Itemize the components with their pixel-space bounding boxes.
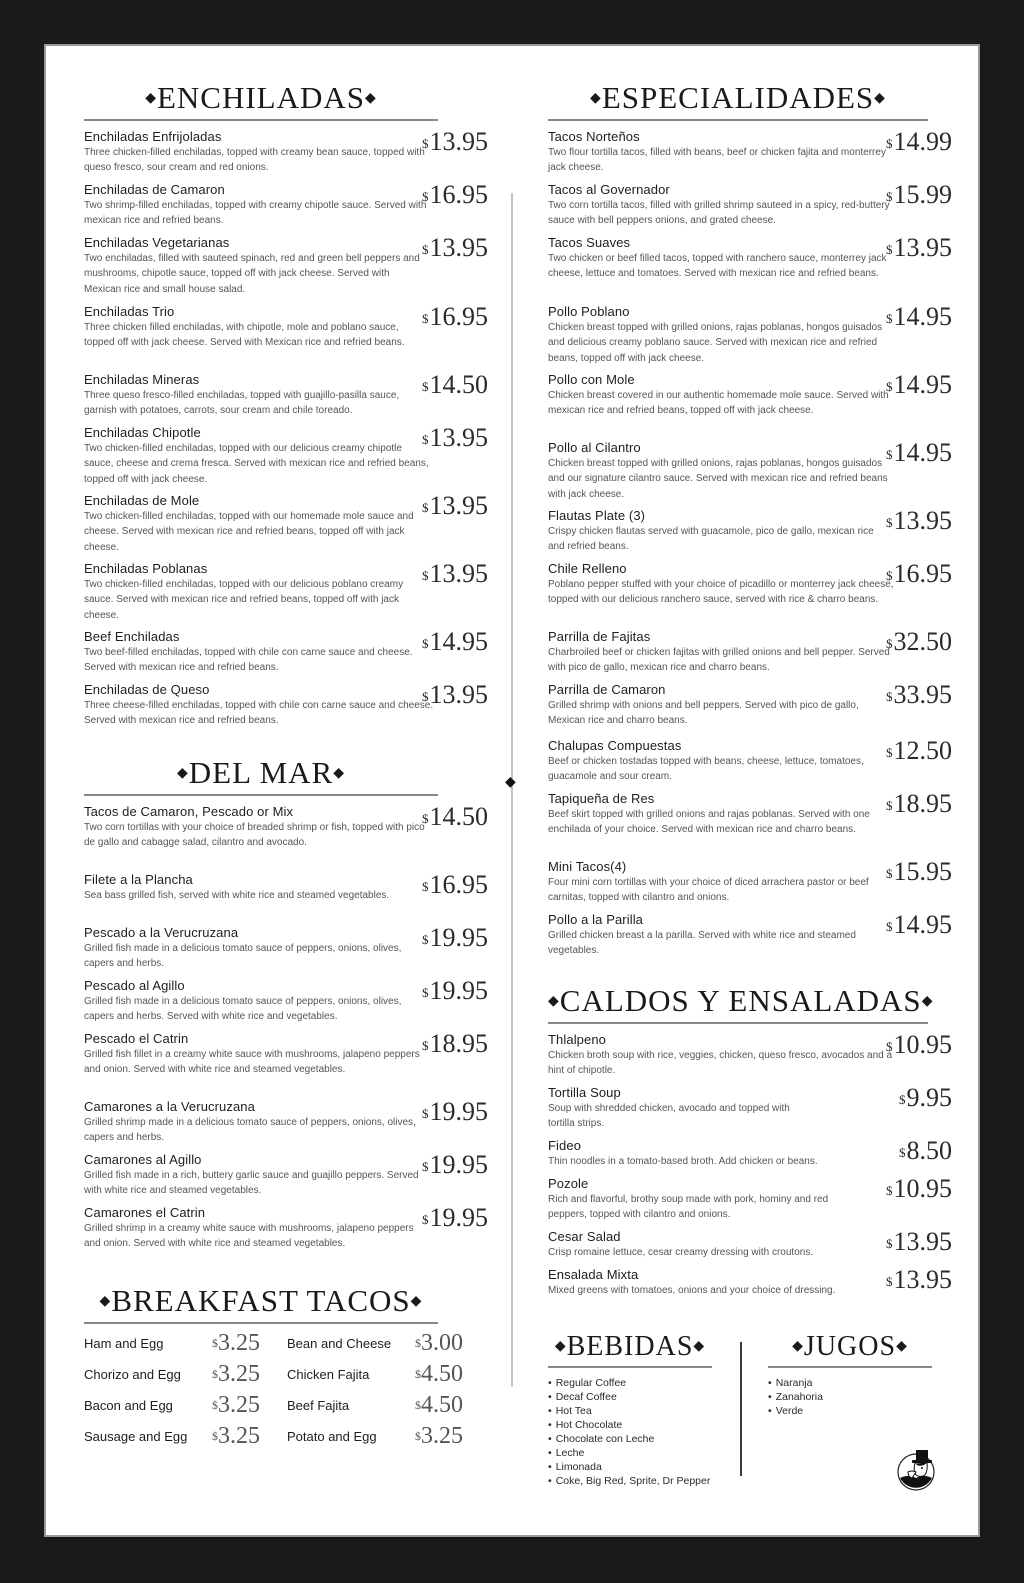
menu-item: Pescado a la Verucruzana Grilled fish made in a delicious tomato sauce of peppers, onions, olives, capers and herbs. $19.95 [84,923,488,970]
menu-item: Pollo Poblano Chicken breast topped with grilled onions, rajas poblanas, hongos guisados and delicious creamy poblano sauce. Served with mexican rice and refried beans, topped off with jack cheese. $14.95 [548,302,952,364]
menu-item: Thlalpeno Chicken broth soup with rice, veggies, chicken, queso fresco, avocados and a hint of chipotle. $10.95 [548,1030,952,1077]
drink-item: • Regular Coffee [548,1376,712,1390]
enchiladas-list [84,129,488,729]
item-price: $9.95 [899,1083,952,1112]
menu-item: Enchiladas Vegetarianas Two enchiladas, filled with sauteed spinach, red and green bell peppers and mushrooms, chipotle sauce, topped off with jack cheese. Served with Mexican rice and small house salad. $13.95 [84,233,488,295]
menu-item: Parrilla de Camaron Grilled shrimp with onions and bell peppers. Served with pico de gallo, Mexican rice and charro beans. $33.95 [548,680,952,727]
section-heading-jugos: ◆JUGOS◆ [768,1332,932,1368]
diamond-ornament-icon: ◆ [365,89,377,106]
taco-price: $3.25 [212,1392,260,1418]
item-price: $19.95 [422,923,488,952]
menu-item: Tacos de Camaron, Pescado or Mix Two corn tortillas with your choice of breaded shrimp or fish, topped with pico de gallo and cabagge salad, cilantro and avocado. $14.50 [84,802,488,849]
caldos-list [548,1032,952,1299]
item-price: $14.95 [886,910,952,939]
diamond-ornament-icon: ◆ [590,89,602,106]
section-heading-enchiladas: ◆ENCHILADAS◆ [84,82,438,121]
menu-item: Pollo a la Parilla Grilled chicken breast a la parilla. Served with white rice and steamed vegetables. $14.95 [548,910,952,957]
drink-item: • Chocolate con Leche [548,1432,712,1446]
taco-name: Chicken Fajita [287,1367,370,1382]
section-heading-especialidades: ◆ESPECIALIDADES◆ [548,82,928,121]
drink-item: • Decaf Coffee [548,1390,712,1404]
item-price: $13.95 [422,559,488,588]
taco-price: $4.50 [415,1361,463,1387]
item-price: $32.50 [886,627,952,656]
diamond-ornament-icon: ◆ [176,764,189,781]
taco-name: Sausage and Egg [84,1429,188,1444]
diamond-ornament-icon: ◆ [145,89,157,106]
breakfast-tacos-grid [84,1332,488,1448]
menu-item: Chile Relleno Poblano pepper stuffed with your choice of picadillo or monterrey jack cheese, topped with our delicious ranchero sauce, served with rice & charro beans. $16.95 [548,559,952,606]
taco-name: Bacon and Egg [84,1398,173,1413]
item-price: $19.95 [422,1097,488,1126]
drink-item: • Hot Chocolate [548,1418,712,1432]
menu-item: Ensalada Mixta Mixed greens with tomatoes, onions and your choice of dressing. $13.95 [548,1265,952,1296]
menu-page [46,46,978,1535]
diamond-ornament-icon: ◆ [921,992,934,1009]
item-price: $33.95 [886,680,952,709]
item-price: $13.95 [422,491,488,520]
item-price: $18.95 [886,789,952,818]
taco-price: $3.25 [212,1361,260,1387]
menu-item: Pollo con Mole Chicken breast covered in our authentic homemade mole sauce. Served with mexican rice and refried beans, topped off with jack cheese. $14.95 [548,370,952,417]
diamond-ornament-icon: ◆ [874,89,886,106]
menu-item: Parrilla de Fajitas Charbroiled beef or chicken fajitas with grilled onions and bell pepper. Served with pico de gallo, mexican rice and charro beans. $32.50 [548,627,952,674]
menu-item: Camarones a la Verucruzana Grilled shrimp made in a delicious tomato sauce of peppers, onions, olives, capers and herbs. $19.95 [84,1097,488,1144]
item-price: $13.95 [422,233,488,262]
menu-item: Fideo Thin noodles in a tomato-based broth. Add chicken or beans. $8.50 [548,1136,952,1167]
menu-item: Enchiladas de Queso Three cheese-filled enchiladas, topped with chile con carne sauce and cheese. Served with mexican rice and refried beans. $13.95 [84,680,488,727]
jugos-block [768,1332,932,1418]
menu-item: Tortilla Soup Soup with shredded chicken, avocado and topped with tortilla strips. $9.95 [548,1083,952,1130]
menu-item: Camarones el Catrin Grilled shrimp in a creamy white sauce with mushrooms, jalapeno peppers and onion. Served with white rice and steamed vegetables. $19.95 [84,1203,488,1250]
item-price: $13.95 [886,1265,952,1294]
section-heading-caldos-y-ensaladas: ◆CALDOS Y ENSALADAS◆ [548,985,928,1024]
item-price: $14.50 [422,370,488,399]
menu-item: Filete a la Plancha Sea bass grilled fish, served with white rice and steamed vegetables. $16.95 [84,870,488,901]
taco-price: $4.50 [415,1392,463,1418]
menu-item: Enchiladas de Camaron Two shrimp-filled enchiladas, topped with creamy chipotle sauce. Served with mexican rice and refried beans. $16.95 [84,180,488,227]
item-price: $14.99 [886,127,952,156]
menu-item: Camarones al Agillo Grilled fish made in a rich, buttery garlic sauce and guajillo peppers. Served with white rice and steamed vegetables. $19.95 [84,1150,488,1197]
drinks-section [548,1332,952,1492]
drink-item: • Verde [768,1404,932,1418]
item-price: $18.95 [422,1029,488,1058]
drink-item: • Leche [548,1446,712,1460]
menu-item: Enchiladas Mineras Three queso fresco-filled enchiladas, topped with guajillo-pasilla sauce, garnish with potatoes, carrots, sour cream and chile toreado. $14.50 [84,370,488,417]
item-price: $13.95 [886,233,952,262]
item-price: $14.50 [422,802,488,831]
item-price: $16.95 [422,302,488,331]
menu-item: Tacos Suaves Two chicken or beef filled tacos, topped with ranchero sauce, monterrey jack cheese, lettuce and tomatoes. Served with mexican rice and refried beans. $13.95 [548,233,952,280]
menu-item: Pescado el Catrin Grilled fish fillet in a creamy white sauce with mushrooms, jalapeno peppers and onion. Served with white rice and steamed vegetables. $18.95 [84,1029,488,1076]
menu-item: Pescado al Agillo Grilled fish made in a delicious tomato sauce of peppers, onions, olives, capers and herbs. Served with white rice and vegetables. $19.95 [84,976,488,1023]
menu-item: Flautas Plate (3) Crispy chicken flautas served with guacamole, pico de gallo, mexican rice and refried beans. $13.95 [548,506,952,553]
taco-price: $3.25 [212,1330,260,1356]
taco-name: Potato and Egg [287,1429,377,1444]
bebidas-list [548,1376,712,1488]
item-price: $16.95 [886,559,952,588]
item-price: $19.95 [422,1203,488,1232]
menu-item: Pozole Rich and flavorful, brothy soup made with pork, hominy and red peppers, topped with cilantro and onions. $10.95 [548,1174,952,1221]
menu-item: Enchiladas Poblanas Two chicken-filled enchiladas, topped with our delicious poblano creamy sauce. Served with mexican rice and refried beans, topped off with jack cheese. $13.95 [84,559,488,621]
diamond-ornament-icon: ◆ [693,1337,706,1354]
bebidas-block [548,1332,712,1488]
item-price: $13.95 [886,506,952,535]
del-mar-list [84,804,488,1267]
taco-name: Chorizo and Egg [84,1367,181,1382]
left-column [84,82,488,1448]
item-price: $14.95 [886,438,952,467]
diamond-ornament-icon: ◆ [896,1337,908,1354]
diamond-ornament-icon: ◆ [99,1292,112,1309]
menu-item: Tacos Norteños Two flour tortilla tacos, filled with beans, beef or chicken fajita and monterrey jack cheese. $14.99 [548,127,952,174]
item-price: $8.50 [899,1136,952,1165]
menu-item: Enchiladas de Mole Two chicken-filled enchiladas, topped with our homemade mole sauce and cheese. Served with mexican rice and refried beans, topped off with jack cheese. $13.95 [84,491,488,553]
item-price: $13.95 [422,680,488,709]
menu-item: Mini Tacos(4) Four mini corn tortillas with your choice of diced arrachera pastor or beef carnitas, topped with cilantro and onions. $15.95 [548,857,952,904]
right-column [548,82,952,1305]
item-price: $15.95 [886,857,952,886]
item-price: $14.95 [886,302,952,331]
menu-item: Enchiladas Enfrijoladas Three chicken-filled enchiladas, topped with creamy bean sauce, topped with queso fresco, sour cream and red onions. $13.95 [84,127,488,174]
drink-item: • Limonada [548,1460,712,1474]
item-price: $16.95 [422,180,488,209]
item-price: $13.95 [886,1227,952,1256]
item-price: $12.50 [886,736,952,765]
menu-item: Beef Enchiladas Two beef-filled enchiladas, topped with chile con carne sauce and cheese. Served with mexican rice and refried beans. $14.95 [84,627,488,674]
taco-name: Bean and Cheese [287,1336,392,1351]
drink-item: • Coke, Big Red, Sprite, Dr Pepper [548,1474,712,1488]
taco-name: Beef Fajita [287,1398,350,1413]
item-price: $16.95 [422,870,488,899]
section-heading-breakfast-tacos: ◆BREAKFAST TACOS◆ [84,1285,438,1324]
especialidades-list [548,129,952,959]
drink-item: • Zanahoria [768,1390,932,1404]
item-price: $10.95 [886,1174,952,1203]
jugos-list [768,1376,932,1418]
drink-item: • Hot Tea [548,1404,712,1418]
section-heading-bebidas: ◆BEBIDAS◆ [548,1332,712,1368]
item-price: $15.99 [886,180,952,209]
diamond-ornament-icon: ◆ [548,992,560,1009]
diamond-ornament-icon: ◆ [554,1337,567,1354]
item-price: $14.95 [886,370,952,399]
menu-item: Chalupas Compuestas Beef or chicken tostadas topped with beans, cheese, lettuce, tomatoes, guacamole and sour cream. $12.50 [548,736,952,783]
menu-item: Tacos al Governador Two corn tortilla tacos, filled with grilled shrimp sauteed in a spicy, red-buttery sauce with bell peppers onions, and grated cheese. $15.99 [548,180,952,227]
diamond-ornament-icon: ◆ [505,773,516,789]
menu-item: Cesar Salad Crisp romaine lettuce, cesar creamy dressing with croutons. $13.95 [548,1227,952,1258]
item-price: $13.95 [422,127,488,156]
item-price: $14.95 [422,627,488,656]
column-divider [511,193,513,1387]
menu-item: Enchiladas Chipotle Two chicken-filled enchiladas, topped with our delicious creamy chipotle sauce, cheese and crema fresca. Served with mexican rice and refried beans, topped off with jack cheese. $13.95 [84,423,488,485]
item-price: $13.95 [422,423,488,452]
item-price: $19.95 [422,1150,488,1179]
drink-item: • Naranja [768,1376,932,1390]
taco-price: $3.25 [212,1423,260,1449]
diamond-ornament-icon: ◆ [410,1292,423,1309]
drinks-divider [740,1342,742,1476]
section-heading-del-mar: ◆DEL MAR◆ [84,757,438,796]
item-price: $10.95 [886,1030,952,1059]
diamond-ornament-icon: ◆ [792,1337,804,1354]
menu-item: Pollo al Cilantro Chicken breast topped with grilled onions, rajas poblanas, hongos guisados and our signature cilantro sauce. Served with mexican rice and refried beans with jack cheese. $14.95 [548,438,952,500]
taco-price: $3.25 [415,1423,463,1449]
taco-price: $3.00 [415,1330,463,1356]
top-hat-gentleman-logo-icon [894,1448,938,1492]
menu-item: Tapiqueña de Res Beef skirt topped with grilled onions and rajas poblanas. Served with one enchilada of your choice. Served with mexican rice and charro beans. $18.95 [548,789,952,836]
taco-name: Ham and Egg [84,1336,164,1351]
diamond-ornament-icon: ◆ [333,764,346,781]
menu-item: Enchiladas Trio Three chicken filled enchiladas, with chipotle, mole and poblano sauce, topped off with jack cheese. Served with Mexican rice and refried beans. $16.95 [84,302,488,349]
item-price: $19.95 [422,976,488,1005]
